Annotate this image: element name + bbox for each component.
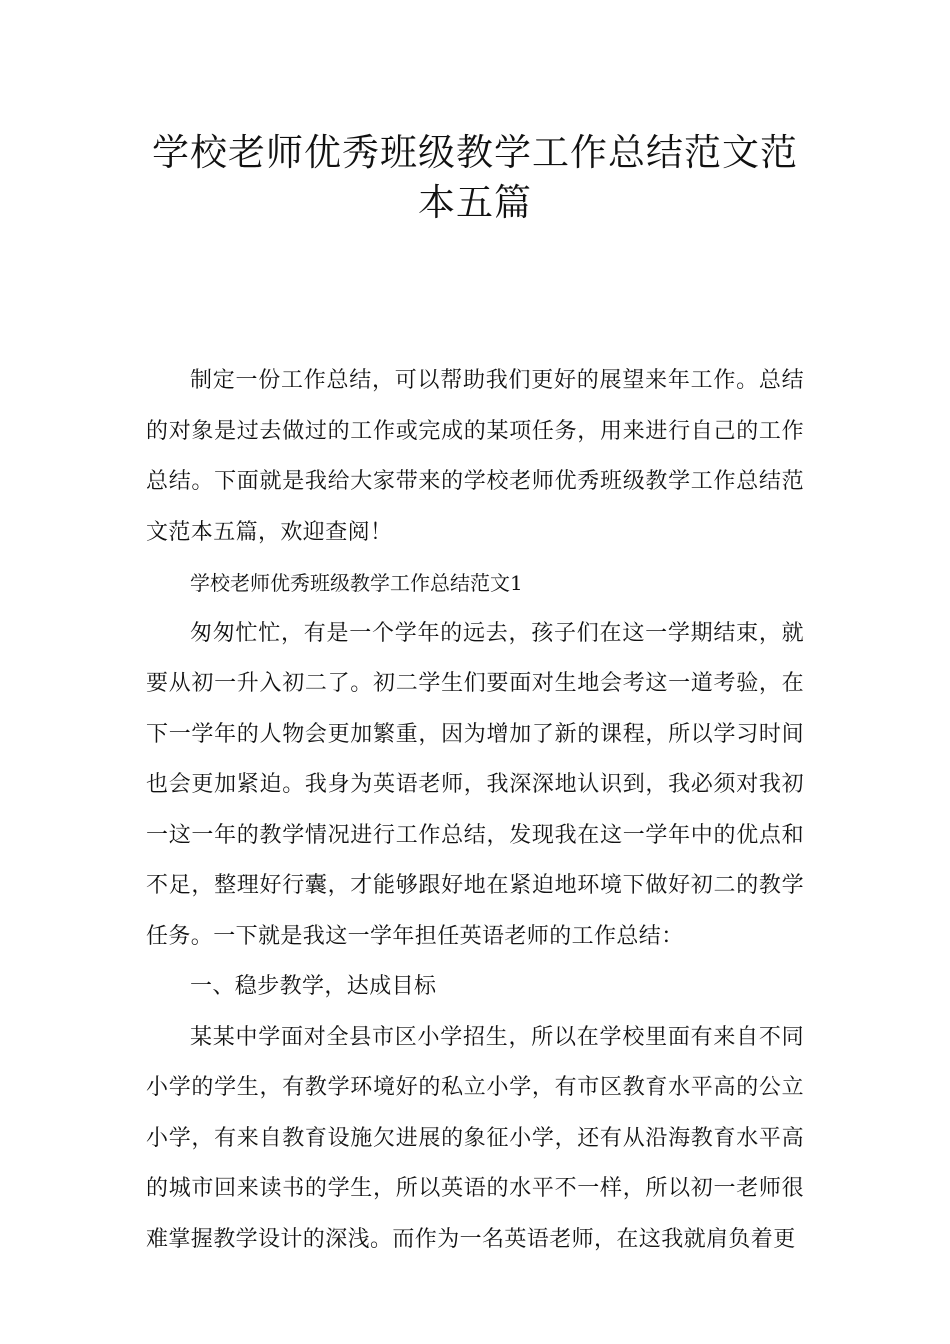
body-paragraph: 某某中学面对全县市区小学招生，所以在学校里面有来自不同小学的学生，有教学环境好的私立小学，有市区教育水平高的公立小学，有来自教育设施欠进展的象征小学，还有从沿海教育水平高的城市回来读书的学生，所以英语的水平不一样，所以初一老师很难掌握教学设计的深浅。而作为一名英语老师，在这我就肩负着更 <box>146 1024 804 1252</box>
document-body <box>146 356 804 1265</box>
body-paragraph: 匆匆忙忙，有是一个学年的远去，孩子们在这一学期结束，就要从初一升入初二了。初二学生们要面对生地会考这一道考验，在下一学年的人物会更加繁重，因为增加了新的课程，所以学习时间也会更加紧迫。我身为英语老师，我深深地认识到，我必须对我初一这一年的教学情况进行工作总结，发现我在这一学年中的优点和不足，整理好行囊，才能够跟好地在紧迫地环境下做好初二的教学任务。一下就是我这一学年担任英语老师的工作总结： <box>146 620 804 949</box>
subheading: 一、稳步教学，达成目标 <box>190 974 437 999</box>
document-title: 学校老师优秀班级教学工作总结范文范本五篇 <box>152 131 798 224</box>
intro-paragraph: 制定一份工作总结，可以帮助我们更好的展望来年工作。总结的对象是过去做过的工作或完成的某项任务，用来进行自己的工作总结。下面就是我给大家带来的学校老师优秀班级教学工作总结范文范本五篇，欢迎查阅！ <box>146 368 804 545</box>
section-title: 学校老师优秀班级教学工作总结范文1 <box>190 571 523 595</box>
